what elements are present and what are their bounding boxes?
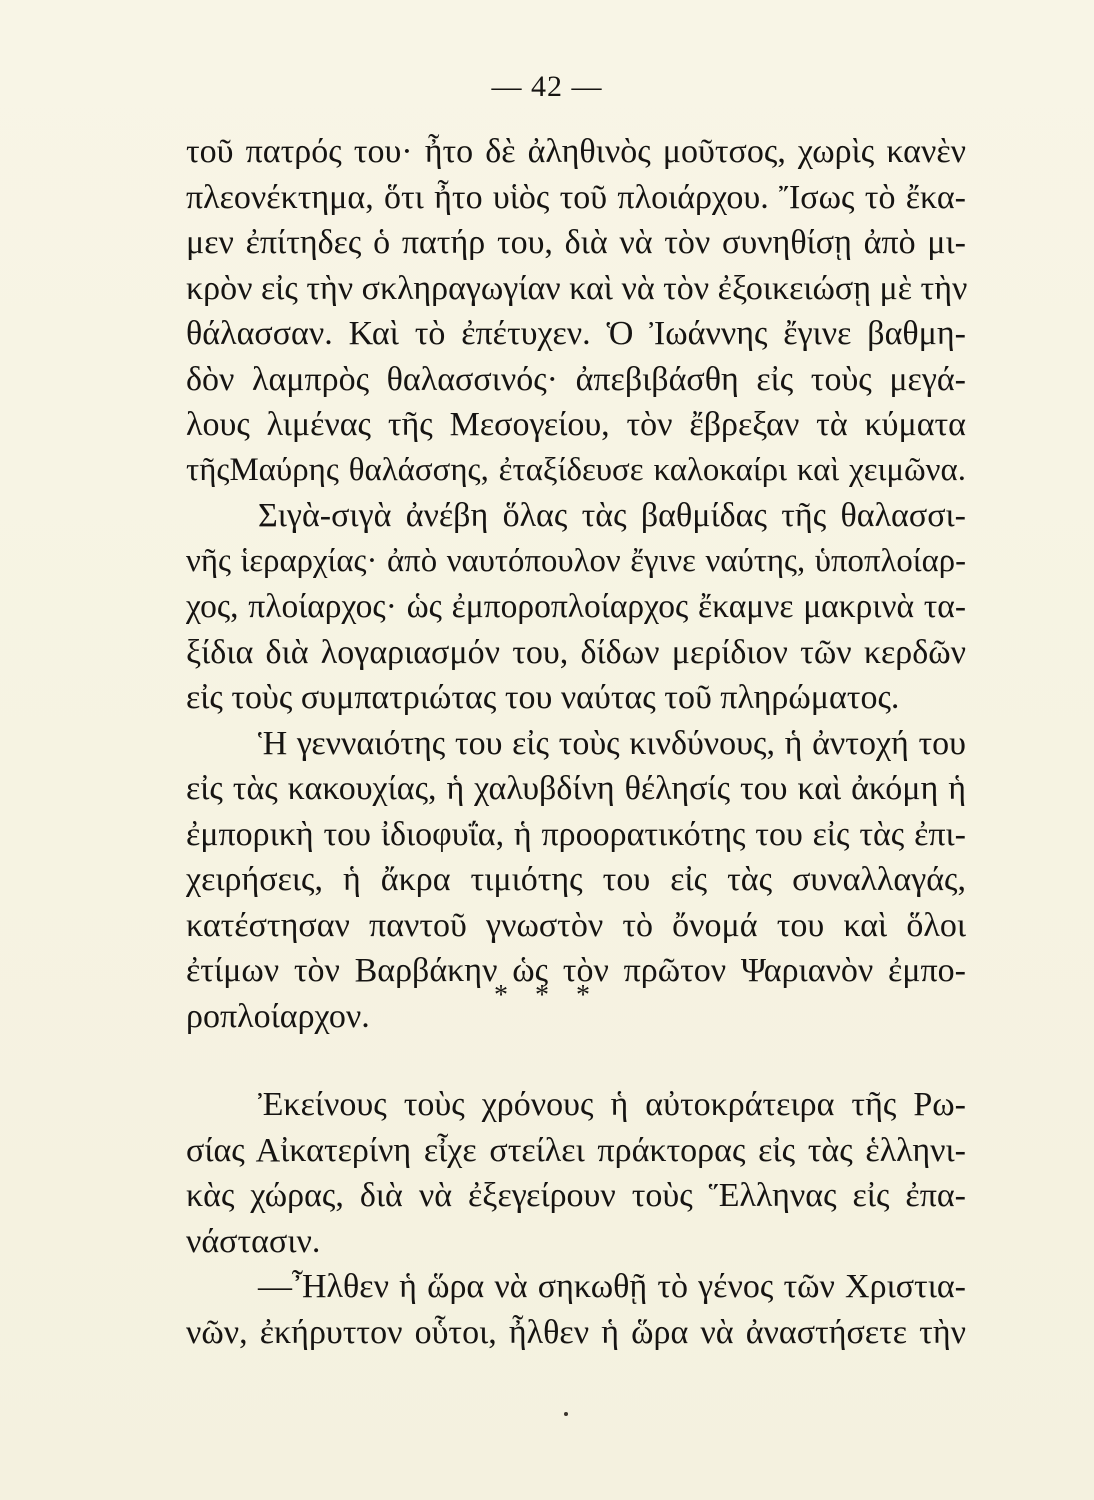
- text-line: τῆςΜαύρης θαλάσσης, ἐταξίδευσε καλοκαίρι καὶ χειμῶνα.: [186, 451, 966, 488]
- text-line: τοῦ πατρός του· ἦτο δὲ ἀληθινὸς μοῦτσος, χωρὶς κανὲν: [186, 133, 966, 170]
- text-line: χειρήσεις, ἡ ἄκρα τιμιότης του εἰς τὰς συναλλαγάς,: [186, 861, 966, 898]
- text-line: χος, πλοίαρχος· ὡς ἐμποροπλοίαρχος ἔκαμνε μακρινὰ τα-: [186, 588, 966, 625]
- page-number: — 42 —: [491, 70, 603, 103]
- text-line: εἰς τὰς κακουχίας, ἡ χαλυβδίνη θέλησίς του καὶ ἀκόμη ἡ: [186, 770, 966, 807]
- text-line: ἐτίμων τὸν Βαρβάκην ὡς τὸν πρῶτον Ψαριανὸν ἐμπο-: [186, 952, 966, 989]
- text-line: σίας Αἰκατερίνη εἶχε στείλει πράκτορας εἰς τὰς ἑλληνι-: [186, 1131, 966, 1169]
- text-line: Ἐκείνους τοὺς χρόνους ἡ αὐτοκράτειρα τῆς Ρω-: [258, 1086, 966, 1123]
- text-line: ξίδια διὰ λογαριασμόν του, δίδων μερίδιον τῶν κερδῶν: [186, 633, 966, 671]
- text-line: δὸν λαμπρὸς θαλασσινός· ἀπεβιβάσθη εἰς τοὺς μεγά-: [186, 360, 966, 398]
- paragraph-block-2: [186, 1082, 966, 1355]
- ink-speck: [564, 1412, 568, 1416]
- text-line: νῶν, ἐκήρυττον οὗτοι, ἦλθεν ἡ ὥρα νὰ ἀναστήσετε τὴν: [186, 1313, 966, 1351]
- text-line: θάλασσαν. Καὶ τὸ ἐπέτυχεν. Ὁ Ἰωάννης ἔγινε βαθμη-: [186, 315, 966, 352]
- text-line: νάστασιν.: [186, 1222, 321, 1260]
- paragraph-block-1: [186, 129, 966, 1039]
- text-line: κατέστησαν παντοῦ γνωστὸν τὸ ὄνομά του καὶ ὅλοι: [186, 906, 966, 944]
- text-line: ροπλοίαρχον.: [186, 997, 370, 1035]
- text-line: μεν ἐπίτηδες ὁ πατήρ του, διὰ νὰ τὸν συνηθίσῃ ἀπὸ μι-: [186, 224, 966, 261]
- text-line: Σιγὰ-σιγὰ ἀνέβη ὅλας τὰς βαθμίδας τῆς θαλασσι-: [258, 497, 966, 534]
- text-line: πλεονέκτημα, ὅτι ἦτο υἱὸς τοῦ πλοιάρχου. Ἴσως τὸ ἔκα-: [186, 178, 966, 216]
- text-line: νῆς ἱεραρχίας· ἀπὸ ναυτόπουλον ἔγινε ναύτης, ὑποπλοίαρ-: [186, 542, 966, 579]
- text-line: κὰς χώρας, διὰ νὰ ἐξεγείρουν τοὺς Ἕλληνας εἰς ἐπα-: [186, 1177, 966, 1214]
- text-line: —Ἦλθεν ἡ ὥρα νὰ σηκωθῇ τὸ γένος τῶν Χριστια-: [258, 1268, 966, 1305]
- text-line: εἰς τοὺς συμπατριώτας του ναύτας τοῦ πληρώματος.: [186, 679, 900, 716]
- section-separator: * * *: [494, 980, 600, 1011]
- text-line: κρὸν εἰς τὴν σκληραγωγίαν καὶ νὰ τὸν ἐξοικειώσῃ μὲ τὴν: [186, 269, 968, 307]
- text-line: Ἡ γενναιότης του εἰς τοὺς κινδύνους, ἡ ἀντοχή του: [258, 724, 966, 762]
- text-line: λους λιμένας τῆς Μεσογείου, τὸν ἔβρεξαν τὰ κύματα: [186, 406, 966, 443]
- text-line: ἐμπορικὴ του ἰδιοφυΐα, ἡ προορατικότης του εἰς τὰς ἐπι-: [186, 815, 966, 853]
